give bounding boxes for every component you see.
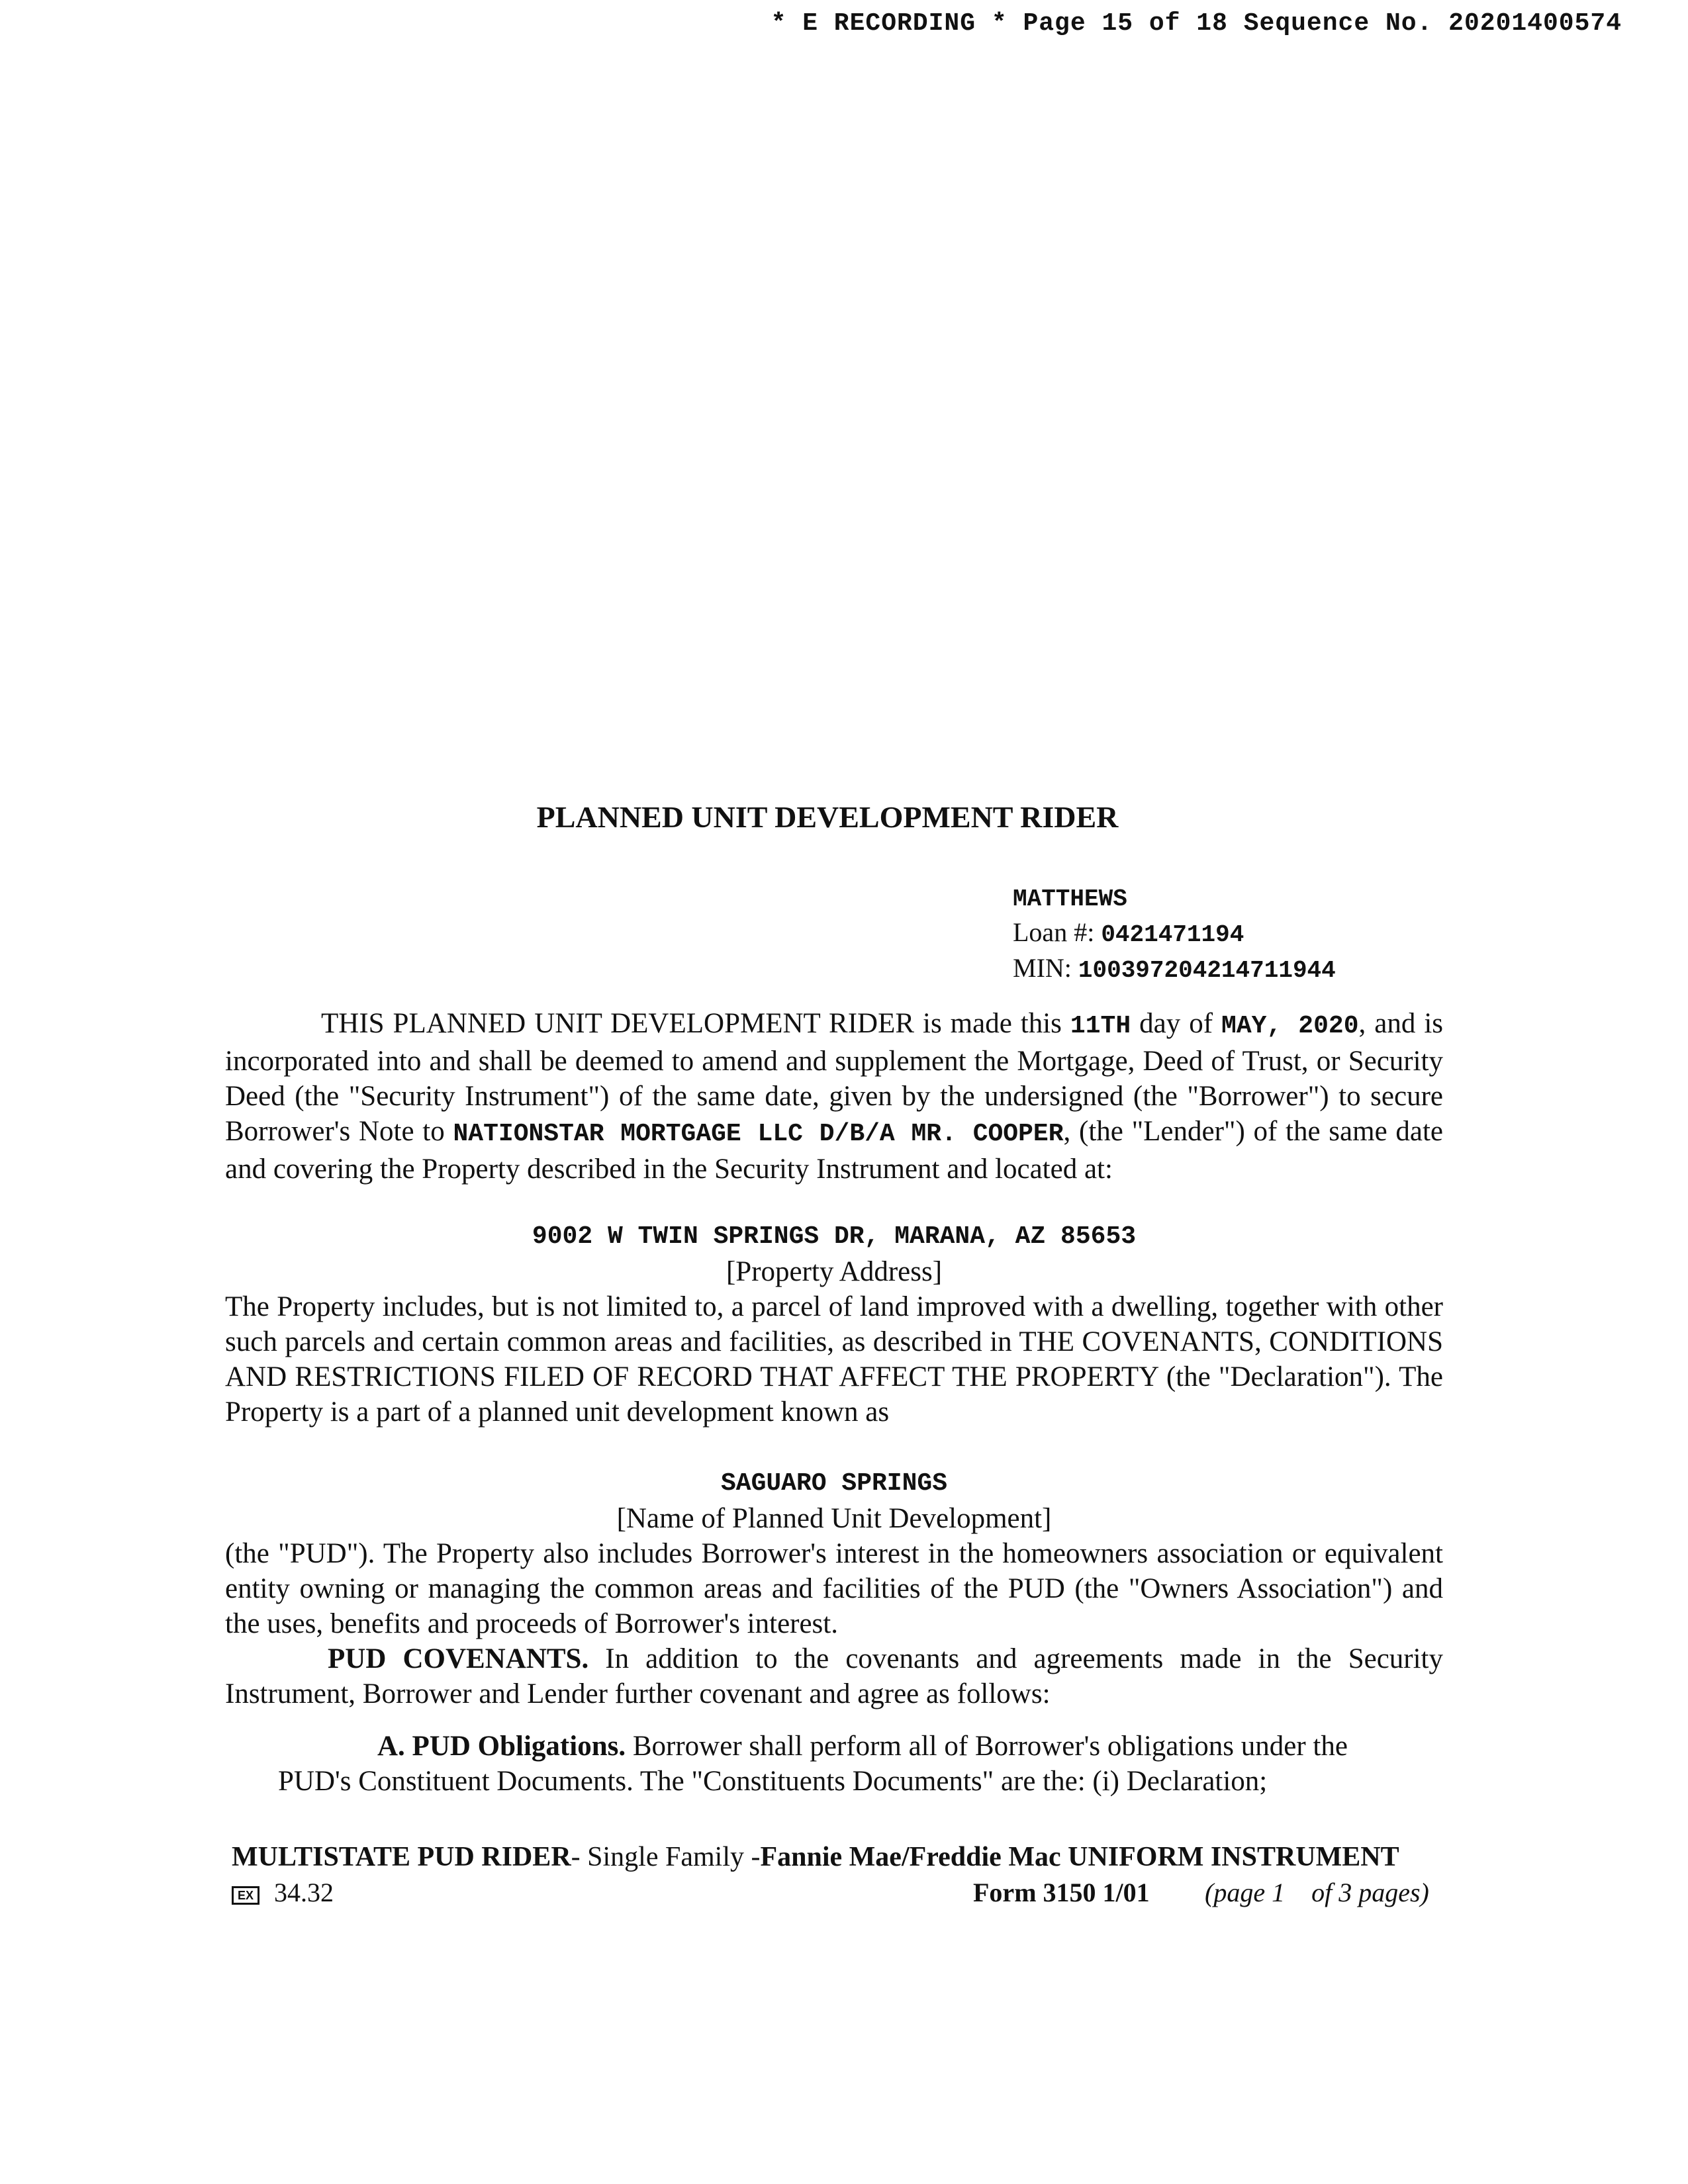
document-title: PLANNED UNIT DEVELOPMENT RIDER xyxy=(536,800,1119,834)
loan-number-line xyxy=(1013,916,1336,952)
min-number: 100397204214711944 xyxy=(1078,957,1336,984)
intro-text-a: THIS PLANNED UNIT DEVELOPMENT RIDER is made this xyxy=(321,1008,1062,1039)
section-a-heading: A. PUD Obligations. xyxy=(377,1731,626,1762)
property-address: 9002 W TWIN SPRINGS DR, MARANA, AZ 85653 xyxy=(532,1222,1137,1251)
property-address-caption: [Property Address] xyxy=(726,1256,943,1287)
form-title-bold: MULTISTATE PUD RIDER xyxy=(232,1842,571,1872)
owners-association-paragraph: (the "PUD"). The Property also includes Borrower's interest in the homeowners association or equivalent entity owning or managing the common areas and facilities of the PUD (the "Owners Association") and the uses, benefits and proceeds of Borrower's interest. xyxy=(225,1538,1443,1639)
form-number: Form 3150 1/01 xyxy=(973,1878,1150,1907)
rider-day: 11TH xyxy=(1070,1012,1131,1040)
loan-info-block xyxy=(1013,883,1336,987)
form-version: 34.32 xyxy=(274,1878,334,1907)
intro-text-d: , (the "Lender") of the same date and covering the Property described in the Security Instrument and located at: xyxy=(225,1116,1444,1185)
pud-covenants-heading: PUD COVENANTS. xyxy=(328,1643,589,1674)
min-number-line xyxy=(1013,952,1336,987)
form-title-end: Fannie Mae/Freddie Mac UNIFORM INSTRUMENT xyxy=(760,1842,1399,1872)
ex-logo-icon: EX xyxy=(232,1886,259,1905)
section-a-text: Borrower shall perform all of Borrower's obligations under the PUD's Constituent Documents. The "Constituents Documents" are the: (i) Declaration; xyxy=(278,1731,1348,1797)
intro-text-c: , and is incorporated into and shall be deemed to amend and supplement the Mortgage, Deed of Trust, or Security Deed (the "Security Instrument") of the same date, given by the undersigned (the "Borrower") to secure Borrower's Note to xyxy=(225,1008,1444,1147)
form-title-line xyxy=(232,1841,1399,1873)
pud-covenants-paragraph xyxy=(225,1641,1443,1711)
property-description-paragraph: The Property includes, but is not limited to, a parcel of land improved with a dwelling, together with other such parcels and certain common areas and facilities, as described in THE COVENANTS, CONDITIONS AND RESTRICTIONS FILED OF RECORD THAT AFFECT THE PROPERTY (the "Declaration"). The Property is a part of a planned unit development known as xyxy=(225,1291,1443,1428)
borrower-name: MATTHEWS xyxy=(1013,886,1127,913)
recording-stamp: * E RECORDING * Page 15 of 18 Sequence No. 20201400574 xyxy=(771,9,1622,38)
pud-name-caption: [Name of Planned Unit Development] xyxy=(616,1503,1052,1534)
pud-covenants-text: In addition to the covenants and agreements made in the Security Instrument, Borrower and Lender further covenant and agree as follows: xyxy=(225,1643,1443,1709)
rider-month-year: MAY, 2020 xyxy=(1221,1012,1359,1040)
intro-text-b: day of xyxy=(1139,1008,1213,1039)
min-label: MIN: xyxy=(1013,953,1072,983)
page-indicator: (page 1 of 3 pages) xyxy=(1205,1878,1429,1907)
pud-name: SAGUARO SPRINGS xyxy=(720,1469,948,1498)
intro-paragraph xyxy=(225,1006,1443,1187)
loan-number-label: Loan #: xyxy=(1013,917,1095,947)
loan-number: 0421471194 xyxy=(1101,921,1244,948)
form-id-line xyxy=(232,1877,1443,1908)
section-a-paragraph xyxy=(278,1729,1403,1799)
lender-name: NATIONSTAR MORTGAGE LLC D/B/A MR. COOPER xyxy=(453,1120,1064,1148)
form-title-mid: - Single Family - xyxy=(571,1842,761,1872)
